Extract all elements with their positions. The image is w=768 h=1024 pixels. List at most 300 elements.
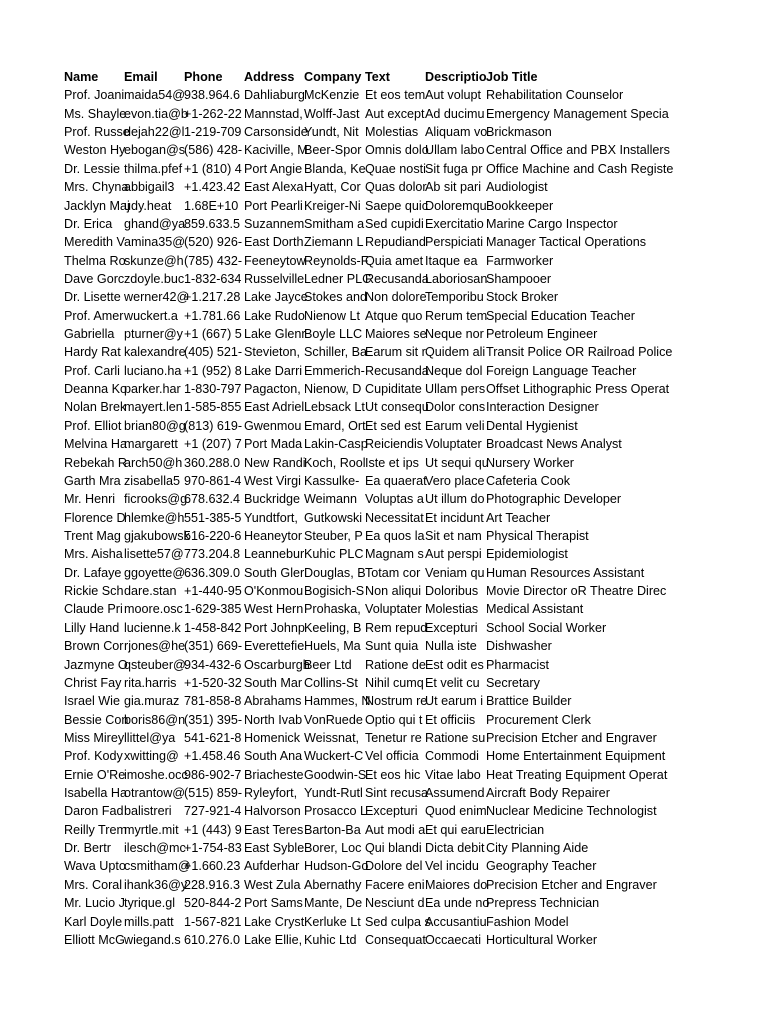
cell-company[interactable]: Douglas, B [304,565,366,580]
cell-description[interactable]: Laboriosan [425,271,488,286]
cell-email[interactable]: luciano.ha [124,363,182,378]
cell-name[interactable]: Trent Mag [64,528,121,543]
cell-company[interactable]: Gutkowski [304,510,363,525]
cell-phone[interactable]: +1.423.42 [184,180,241,195]
cell-job-title[interactable]: Foreign Language Teacher [486,363,637,378]
cell-job-title[interactable]: Transit Police OR Railroad Police [486,345,673,360]
cell-job-title[interactable]: Dental Hygienist [486,418,578,433]
cell-description[interactable]: Nulla iste [425,639,477,654]
cell-company[interactable]: Kerluke Lt [304,914,361,929]
cell-text[interactable]: Atque quo [365,308,423,323]
cell-job-title[interactable]: Petroleum Engineer [486,327,598,342]
cell-job-title[interactable]: Physical Therapist [486,528,589,543]
cell-email[interactable]: dejah22@l [124,125,185,140]
cell-description[interactable]: Aut volupt [425,88,482,103]
cell-job-title[interactable]: Epidemiologist [486,547,568,562]
cell-email[interactable]: lucienne.k [124,620,181,635]
cell-text[interactable]: Recusanda [365,363,429,378]
cell-job-title[interactable]: Audiologist [486,180,548,195]
cell-name[interactable]: Meredith V [64,235,125,250]
cell-text[interactable]: Aut except [365,106,425,121]
cell-email[interactable]: arch50@h [124,455,183,470]
header-cell-job-title[interactable]: Job Title [486,70,538,84]
cell-address[interactable]: Leannebur [244,547,305,562]
cell-phone[interactable]: +1.217.28 [184,290,241,305]
cell-address[interactable]: Carsonside [244,125,308,140]
cell-description[interactable]: Occaecati [425,932,481,947]
cell-job-title[interactable]: Secretary [486,675,540,690]
cell-email[interactable]: rita.harris [124,675,177,690]
cell-description[interactable]: Vero place [425,473,485,488]
cell-company[interactable]: Kassulke- [304,473,360,488]
cell-description[interactable]: Excepturi [425,620,478,635]
cell-text[interactable]: Cupiditate [365,382,422,397]
cell-company[interactable]: Koch, Rool [304,455,366,470]
cell-description[interactable]: Ullam pers [425,382,486,397]
cell-email[interactable]: rjones@he [124,639,186,654]
cell-description[interactable]: Neque nor [425,327,484,342]
cell-email[interactable]: myrtle.mit [124,822,179,837]
cell-company[interactable]: Weimann [304,492,357,507]
cell-email[interactable]: mayert.len [124,400,183,415]
cell-name[interactable]: Rebekah R [64,455,128,470]
cell-text[interactable]: Aut modi a [365,822,426,837]
cell-text[interactable]: Ut consequ [365,400,429,415]
cell-company[interactable]: Bogisich-S [304,584,365,599]
cell-name[interactable]: Lilly Hand [64,620,120,635]
cell-description[interactable]: Molestias [425,602,479,617]
cell-name[interactable]: Dr. Lessie [64,161,120,176]
cell-email[interactable]: xwitting@ [124,749,179,764]
cell-address[interactable]: Port Mada [244,437,303,452]
cell-email[interactable]: ghand@ya [124,216,186,231]
cell-name[interactable]: Melvina Ha [64,437,127,452]
cell-text[interactable]: Necessitat [365,510,424,525]
cell-company[interactable]: Prosacco L [304,804,367,819]
cell-phone[interactable]: 1-832-634 [184,271,242,286]
cell-company[interactable]: Kuhic PLC [304,547,364,562]
cell-address[interactable]: Lake Glenr [244,327,306,342]
cell-job-title[interactable]: Geography Teacher [486,859,597,874]
cell-name[interactable]: Gabriella [64,327,115,342]
cell-job-title[interactable]: Bookkeeper [486,198,554,213]
cell-company[interactable]: McKenzie [304,88,360,103]
cell-description[interactable]: Et qui earu [425,822,486,837]
cell-description[interactable]: Et incidunt [425,510,484,525]
cell-job-title[interactable]: Art Teacher [486,510,551,525]
cell-company[interactable]: Borer, Loc [304,841,362,856]
cell-address[interactable]: East Dorth [244,235,304,250]
cell-name[interactable]: Prof. Carli [64,363,120,378]
cell-address[interactable]: Stevieton, [244,345,301,360]
cell-description[interactable]: Neque dol [425,363,483,378]
cell-email[interactable]: udy.heat [124,198,172,213]
cell-company[interactable]: Mante, De [304,896,363,911]
cell-job-title[interactable]: Manager Tactical Operations [486,235,647,250]
cell-address[interactable]: East Adriel [244,400,305,415]
cell-company[interactable]: Emard, Ort [304,418,366,433]
cell-email[interactable]: ggoyette@ [124,565,186,580]
cell-phone[interactable]: (351) 395- [184,712,243,727]
cell-email[interactable]: werner42@ [124,290,190,305]
cell-description[interactable]: Est odit es [425,657,484,672]
cell-company[interactable]: Yundt, Nit [304,125,359,140]
cell-email[interactable]: ihank36@y [124,877,188,892]
cell-job-title[interactable]: Procurement Clerk [486,712,591,727]
cell-name[interactable]: Florence D [64,510,126,525]
cell-address[interactable]: Homenick [244,730,300,745]
cell-company[interactable]: Collins-St [304,675,358,690]
cell-description[interactable]: Doloribus [425,584,479,599]
cell-name[interactable]: Jazmyne O [64,657,128,672]
cell-phone[interactable]: 520-844-2 [184,896,242,911]
cell-address[interactable]: Heaneytor [244,528,303,543]
cell-email[interactable]: brian80@g [124,418,186,433]
cell-description[interactable]: Ut earum i [425,694,484,709]
cell-address[interactable]: Russelville [244,271,305,286]
cell-phone[interactable]: 859.633.5 [184,216,241,231]
cell-address[interactable]: Lake Ellie, [244,932,303,947]
cell-text[interactable]: Maiores se [365,327,427,342]
cell-email[interactable]: tyrique.gl [124,896,176,911]
cell-name[interactable]: Dr. Lisette [64,290,121,305]
cell-job-title[interactable]: Heat Treating Equipment Operat [486,767,668,782]
cell-description[interactable]: Ad ducimu [425,106,485,121]
cell-description[interactable]: Ut sequi qu [425,455,489,470]
cell-description[interactable]: Ullam labo [425,143,485,158]
cell-address[interactable]: Oscarburgh [244,657,310,672]
cell-text[interactable]: Earum sit r [365,345,426,360]
cell-job-title[interactable]: Central Office and PBX Installers [486,143,670,158]
cell-text[interactable]: Vel officia [365,749,419,764]
cell-name[interactable]: Nolan Brek [64,400,127,415]
cell-description[interactable]: Aut perspi [425,547,482,562]
cell-description[interactable]: Assumend [425,786,485,801]
cell-text[interactable]: Repudiand [365,235,426,250]
cell-name[interactable]: Mrs. Coral [64,877,123,892]
cell-description[interactable]: Vitae labo [425,767,481,782]
cell-email[interactable]: amina35@ [124,235,186,250]
cell-phone[interactable]: 1-585-855 [184,400,242,415]
cell-company[interactable]: Barton-Ba [304,822,361,837]
cell-company[interactable]: Lakin-Casp [304,437,368,452]
cell-email[interactable]: boris86@n [124,712,186,727]
cell-company[interactable]: Beer Ltd [304,657,352,672]
cell-email[interactable]: zisabella5 [124,473,181,488]
cell-job-title[interactable]: Human Resources Assistant [486,565,645,580]
cell-description[interactable]: Ab sit pari [425,180,481,195]
cell-phone[interactable]: +1-754-83 [184,841,242,856]
cell-phone[interactable]: +1 (810) 4 [184,161,242,176]
cell-description[interactable]: Accusantiu [425,914,487,929]
cell-text[interactable]: Sunt quia [365,639,419,654]
cell-job-title[interactable]: Dishwasher [486,639,552,654]
cell-job-title[interactable]: Brattice Builder [486,694,572,709]
cell-name[interactable]: Bessie Con [64,712,129,727]
cell-phone[interactable]: (515) 859- [184,786,243,801]
cell-email[interactable]: imoshe.occ [124,767,188,782]
cell-phone[interactable]: 551-385-5 [184,510,242,525]
cell-name[interactable]: Ms. Shayle [64,106,127,121]
cell-email[interactable]: ilesch@mc [124,841,186,856]
cell-company[interactable]: Yundt-Rutl [304,786,363,801]
cell-company[interactable]: Kuhic Ltd [304,932,357,947]
cell-address[interactable]: Dahliaburg [244,88,305,103]
cell-text[interactable]: Reiciendis [365,437,424,452]
cell-phone[interactable]: 1-830-797 [184,382,242,397]
cell-text[interactable]: Recusanda [365,271,429,286]
cell-address[interactable]: Abrahams [244,694,302,709]
cell-name[interactable]: Reilly Trem [64,822,127,837]
cell-description[interactable]: Temporibu [425,290,484,305]
cell-text[interactable]: Non aliqui [365,584,422,599]
cell-address[interactable]: Aufderhar [244,859,300,874]
cell-text[interactable]: Sint recusa [365,786,428,801]
cell-job-title[interactable]: Prepress Technician [486,896,600,911]
cell-name[interactable]: Daron Fad [64,804,124,819]
cell-name[interactable]: Garth Mra [64,473,121,488]
cell-address[interactable]: North Ivab [244,712,303,727]
cell-text[interactable]: Molestias [365,125,419,140]
cell-job-title[interactable]: City Planning Aide [486,841,589,856]
cell-text[interactable]: Sed cupidi [365,216,424,231]
cell-address[interactable]: Port Pearli [244,198,303,213]
cell-phone[interactable]: 678.632.4 [184,492,241,507]
cell-address[interactable]: West Virgi [244,473,301,488]
cell-email[interactable]: maida54@ [124,88,186,103]
cell-company[interactable]: Goodwin-S [304,767,367,782]
cell-email[interactable]: balistreri [124,804,172,819]
cell-name[interactable]: Prof. Amer [64,308,124,323]
cell-email[interactable]: mills.patt [124,914,174,929]
cell-phone[interactable]: (785) 432- [184,253,243,268]
cell-address[interactable]: East Alexa [244,180,304,195]
cell-address[interactable]: Halvorson [244,804,301,819]
cell-email[interactable]: dare.stan [124,584,177,599]
cell-address[interactable]: East Teres [244,822,304,837]
header-cell-email[interactable]: Email [124,70,158,84]
cell-email[interactable]: csmitham@ [124,859,191,874]
cell-company[interactable]: Wolff-Jast [304,106,360,121]
cell-text[interactable]: Tenetur re [365,730,422,745]
cell-description[interactable]: Et velit cu [425,675,480,690]
cell-description[interactable]: Maiores do [425,877,488,892]
cell-email[interactable]: gjakubowsk [124,528,190,543]
cell-text[interactable]: Nostrum re [365,694,428,709]
cell-description[interactable]: Voluptater [425,437,482,452]
cell-text[interactable]: Ea quos la [365,528,425,543]
cell-email[interactable]: kalexandre [124,345,186,360]
cell-text[interactable]: Optio qui t [365,712,423,727]
cell-name[interactable]: Mr. Lucio J [64,896,125,911]
cell-phone[interactable]: 781-858-8 [184,694,242,709]
cell-company[interactable]: Abernathy [304,877,362,892]
cell-phone[interactable]: +1.660.23 [184,859,241,874]
cell-description[interactable]: Ut illum do [425,492,485,507]
cell-text[interactable]: Rem repud [365,620,428,635]
cell-description[interactable]: Doloremqu [425,198,487,213]
cell-address[interactable]: Gwenmou [244,418,302,433]
cell-name[interactable]: Isabella Ha [64,786,128,801]
cell-phone[interactable]: +1-440-95 [184,584,242,599]
cell-text[interactable]: Voluptas a [365,492,424,507]
cell-name[interactable]: Ernie O'Re [64,767,126,782]
cell-text[interactable]: Nihil cumq [365,675,424,690]
cell-text[interactable]: Saepe quic [365,198,429,213]
cell-phone[interactable]: +1 (207) 7 [184,437,242,452]
cell-address[interactable]: Port Johnp [244,620,305,635]
cell-text[interactable]: Omnis dolo [365,143,429,158]
cell-email[interactable]: llittel@ya [124,730,176,745]
cell-job-title[interactable]: Cafeteria Cook [486,473,570,488]
cell-address[interactable]: Lake Cryst [244,914,305,929]
cell-name[interactable]: Karl Doyle [64,914,123,929]
cell-job-title[interactable]: Movie Director oR Theatre Direc [486,584,667,599]
cell-text[interactable]: Voluptater [365,602,422,617]
cell-description[interactable]: Dicta debit [425,841,485,856]
cell-name[interactable]: Deanna Ko [64,382,128,397]
cell-description[interactable]: Et officiis [425,712,476,727]
cell-job-title[interactable]: Office Machine and Cash Registe [486,161,674,176]
cell-email[interactable]: wuckert.a [124,308,178,323]
cell-company[interactable]: Ziemann L [304,235,364,250]
cell-phone[interactable]: 516-220-6 [184,528,242,543]
header-cell-phone[interactable]: Phone [184,70,223,84]
cell-phone[interactable]: +1 (952) 8 [184,363,242,378]
cell-name[interactable]: Miss Mirey [64,730,125,745]
cell-company[interactable]: Nienow Lt [304,308,361,323]
cell-job-title[interactable]: Precision Etcher and Engraver [486,730,657,745]
cell-job-title[interactable]: Nuclear Medicine Technologist [486,804,657,819]
cell-description[interactable]: Ratione su [425,730,486,745]
cell-address[interactable]: Feeneytow [244,253,306,268]
cell-company[interactable]: Emmerich- [304,363,365,378]
cell-name[interactable]: Dr. Bertr [64,841,111,856]
cell-text[interactable]: Qui blandi [365,841,422,856]
cell-address[interactable]: Kaciville, M [244,143,308,158]
cell-email[interactable]: parker.har [124,382,181,397]
cell-address[interactable]: South Gler [244,565,305,580]
cell-phone[interactable]: 610.276.0 [184,932,241,947]
cell-name[interactable]: Mr. Henri [64,492,116,507]
cell-description[interactable]: Rerum tem [425,308,488,323]
cell-phone[interactable]: 1-458-842 [184,620,242,635]
cell-description[interactable]: Aliquam vo [425,125,488,140]
cell-job-title[interactable]: School Social Worker [486,620,607,635]
cell-email[interactable]: pturner@y [124,327,183,342]
cell-company[interactable]: Blanda, Ke [304,161,366,176]
cell-name[interactable]: Dr. Erica [64,216,113,231]
cell-address[interactable]: West Hern [244,602,304,617]
cell-email[interactable]: qsteuber@ [124,657,186,672]
cell-address[interactable]: Ryleyfort, [244,786,298,801]
cell-address[interactable]: Buckridge [244,492,301,507]
header-cell-company[interactable]: Company [304,70,362,84]
cell-name[interactable]: Dr. Lafaye [64,565,122,580]
cell-company[interactable]: Wuckert-C [304,749,364,764]
cell-email[interactable]: otrantow@ [124,786,186,801]
cell-name[interactable]: Wava Upto [64,859,126,874]
cell-phone[interactable]: (586) 428- [184,143,243,158]
cell-company[interactable]: Hudson-Go [304,859,369,874]
cell-description[interactable]: Earum veli [425,418,485,433]
cell-name[interactable]: Elliott McG [64,932,125,947]
cell-text[interactable]: Nesciunt d [365,896,425,911]
cell-address[interactable]: West Zula [244,877,301,892]
cell-text[interactable]: Non dolore [365,290,427,305]
cell-phone[interactable]: 934-432-6 [184,657,242,672]
header-cell-name[interactable]: Name [64,70,99,84]
cell-job-title[interactable]: Aircraft Body Repairer [486,786,610,801]
cell-name[interactable]: Israel Wie [64,694,120,709]
cell-company[interactable]: Huels, Ma [304,639,361,654]
cell-job-title[interactable]: Shampooer [486,271,552,286]
cell-job-title[interactable]: Interaction Designer [486,400,599,415]
cell-job-title[interactable]: Offset Lithographic Press Operat [486,382,670,397]
cell-text[interactable]: Quia amet [365,253,424,268]
cell-description[interactable]: Ea unde no [425,896,490,911]
cell-company[interactable]: Weissnat, [304,730,360,745]
cell-name[interactable]: Christ Fay [64,675,122,690]
cell-phone[interactable]: 1.68E+10 [184,198,239,213]
cell-job-title[interactable]: Marine Cargo Inspector [486,216,618,231]
cell-company[interactable]: Reynolds-F [304,253,369,268]
cell-job-title[interactable]: Stock Broker [486,290,559,305]
cell-phone[interactable]: 938.964.6 [184,88,241,103]
cell-text[interactable]: Et eos tem [365,88,426,103]
cell-job-title[interactable]: Farmworker [486,253,554,268]
cell-description[interactable]: Quidem ali [425,345,486,360]
cell-job-title[interactable]: Emergency Management Specia [486,106,669,121]
cell-name[interactable]: Prof. Kody [64,749,123,764]
cell-address[interactable]: Yundtfort, [244,510,298,525]
cell-phone[interactable]: +1 (667) 5 [184,327,242,342]
cell-name[interactable]: Prof. Russe [64,125,130,140]
cell-address[interactable]: Port Angie [244,161,303,176]
cell-job-title[interactable]: Rehabilitation Counselor [486,88,624,103]
cell-phone[interactable]: +1.781.66 [184,308,241,323]
cell-company[interactable]: Kreiger-Ni [304,198,361,213]
cell-address[interactable]: Everettefie [244,639,305,654]
cell-name[interactable]: Prof. Elliot [64,418,122,433]
cell-address[interactable]: South Ana [244,749,303,764]
cell-address[interactable]: O'Konmou [244,584,304,599]
cell-text[interactable]: Dolore del [365,859,423,874]
cell-name[interactable]: Hardy Rat [64,345,121,360]
cell-name[interactable]: Claude Pri [64,602,123,617]
cell-phone[interactable]: 541-621-8 [184,730,242,745]
cell-name[interactable]: Dave Gorc [64,271,125,286]
cell-job-title[interactable]: Pharmacist [486,657,549,672]
cell-text[interactable]: Totam cor [365,565,421,580]
cell-email[interactable]: abbigail3 [124,180,175,195]
cell-description[interactable]: Sit et nam [425,528,482,543]
cell-phone[interactable]: 986-902-7 [184,767,242,782]
cell-description[interactable]: Perspiciati [425,235,484,250]
cell-phone[interactable]: (351) 669- [184,639,243,654]
cell-phone[interactable]: +1.458.46 [184,749,241,764]
cell-text[interactable]: Iste et ips [365,455,419,470]
cell-name[interactable]: Mrs. Chyna [64,180,129,195]
cell-phone[interactable]: (813) 619- [184,418,243,433]
cell-company[interactable]: Hammes, N [304,694,371,709]
cell-address[interactable]: Pagacton, [244,382,301,397]
cell-description[interactable]: Sit fuga pr [425,161,483,176]
cell-email[interactable]: evon.tia@b [124,106,188,121]
cell-job-title[interactable]: Special Education Teacher [486,308,635,323]
cell-company[interactable]: Ledner PLC [304,271,372,286]
cell-job-title[interactable]: Fashion Model [486,914,569,929]
